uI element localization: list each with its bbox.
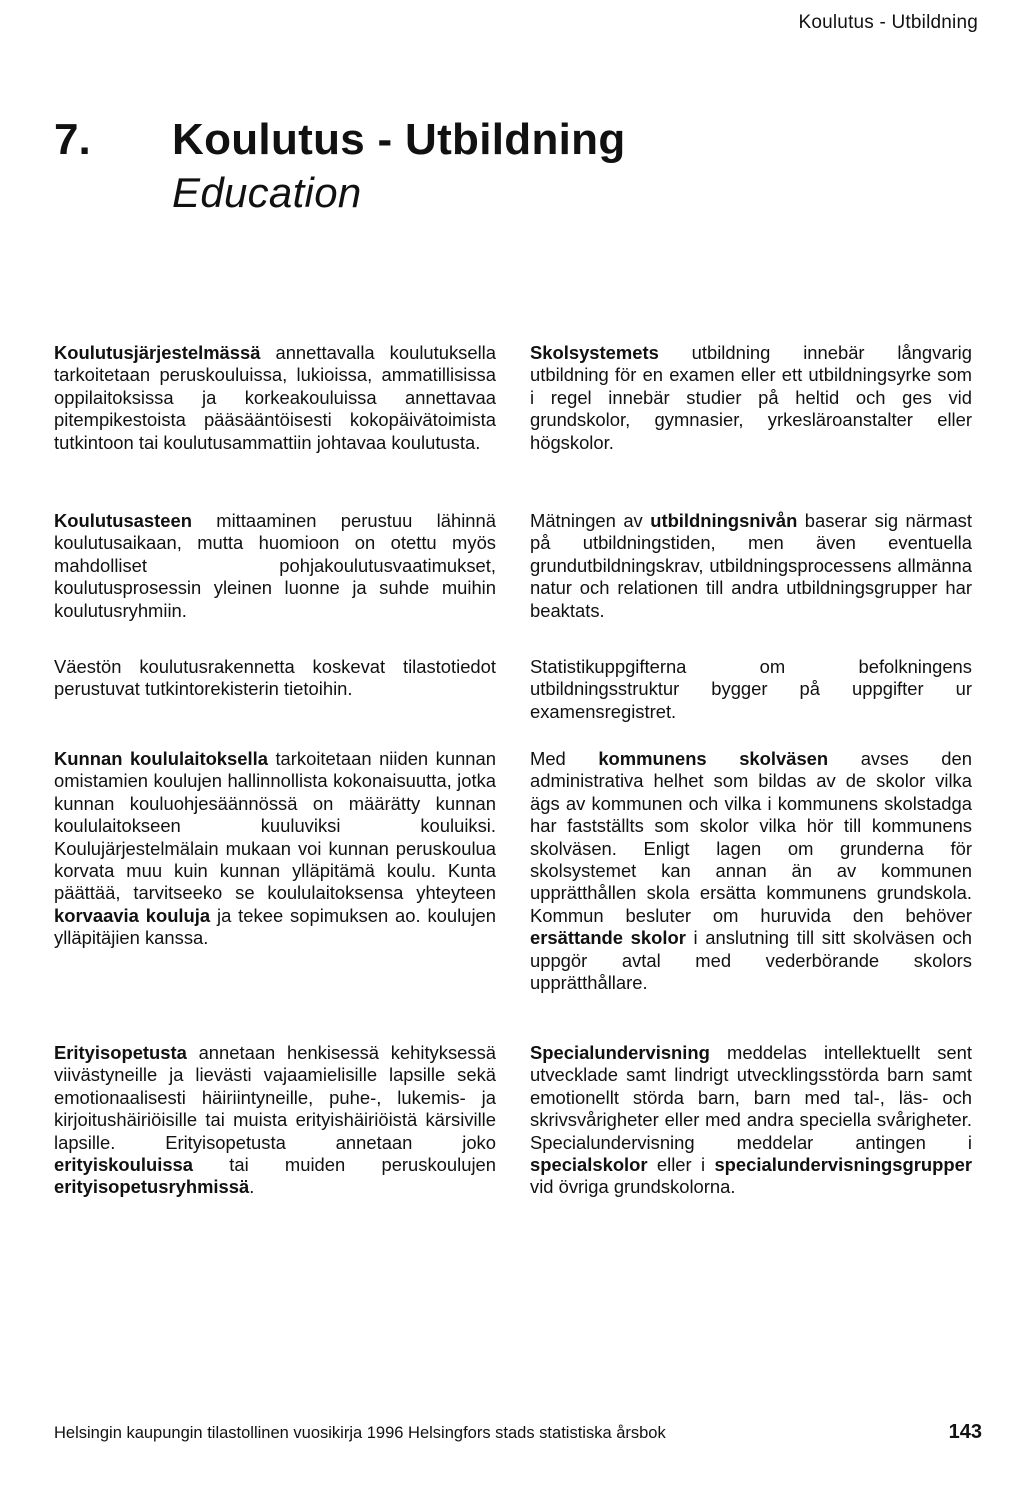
term-bold: Koulutusjärjestelmässä (54, 342, 261, 363)
chapter-subtitle: Education (172, 169, 362, 216)
paragraph-text: i anslutning till sitt skolväsen och uppgör avtal med vederbörande skolors upprätthållare. (530, 927, 972, 994)
term-bold: kommunens skolväsen (598, 748, 829, 769)
chapter-number: 7. (54, 115, 91, 164)
swedish-paragraph-statistics-source (530, 656, 972, 723)
term-bold: Specialundervisning (530, 1042, 710, 1063)
term-bold: specialundervisningsgrupper (714, 1154, 972, 1176)
finnish-paragraph-statistics-source (54, 656, 496, 701)
paragraph-text: baserar sig närmast på utbildningstiden, men även eventuella grundutbildningskrav, utbildningsprocessens allmänna natur och relationen till andra utbildningsgrupper har beaktats. (530, 510, 972, 621)
term-bold: erityisopetusryhmissä (54, 1176, 250, 1198)
finnish-paragraph-education-system (54, 342, 496, 454)
paragraph-text: annetaan henkisessä kehityksessä viivästyneille ja lievästi vajaamielisille lapsille sekä emotionaalisesti häiriintyneille, puhe-, lukemis- ja kirjoitushäiriöisille tai muista erityishäiriöistä kärsiville lapsille. Erityisopetusta annetaan joko (54, 1042, 496, 1153)
paragraph-text: eller i (647, 1154, 715, 1176)
paragraph-text: mittaaminen perustuu lähinnä koulutusaikaan, mutta huomioon on otettu myös mahdolliset pohjakoulutusvaatimukset, koulutusprosessin yleinen luonne ja suhde muihin koulutusryhmiin. (54, 510, 496, 621)
chapter-title: Koulutus - Utbildning (172, 115, 626, 164)
swedish-paragraph-municipal-school-system (530, 748, 972, 994)
term-bold: utbildningsnivån (650, 510, 798, 531)
term-bold: Kunnan koululaitoksella (54, 748, 268, 769)
term-bold: erityiskouluissa (54, 1154, 194, 1176)
page-number: 143 (948, 1421, 982, 1443)
term-bold: korvaavia kouluja (54, 904, 211, 926)
finnish-paragraph-education-level (54, 510, 496, 622)
paragraph-text: Med (530, 748, 599, 769)
term-bold: Erityisopetusta (54, 1042, 187, 1063)
footer-publication: Helsingin kaupungin tilastollinen vuosikirja 1996 Helsingfors stads statistiska årsbok (54, 1424, 666, 1442)
finnish-paragraph-municipal-school-system (54, 748, 496, 950)
paragraph-text: tarkoitetaan niiden kunnan omistamien koulujen hallinnollista kokonaisuutta, jotka kunnan kouluohjesäännössä on määrätty kunnan koululaitokseen kuuluviksi kouluiksi. Koulujärjestelmälain mukaan voi kunnan peruskoulua korvata muu kuin kunnan ylläpitämä koulu. Kunta päättää, tarvitseeko se koululaitoksensa yhteyteen (54, 748, 496, 904)
paragraph-text: Statistikuppgifterna om befolkningens utbildningsstruktur bygger på uppgifter ur examensregistret. (530, 656, 972, 722)
paragraph-text: annettavalla koulutuksella tarkoitetaan peruskouluissa, lukioissa, ammatillisissa oppilaitoksissa ja korkeakouluissa annettavaa pitempikestoista pääsääntöisesti kokopäivätoimista tutkintoon tai koulutusammattiin johtavaa koulutusta. (54, 342, 496, 453)
running-header: Koulutus - Utbildning (798, 12, 978, 33)
swedish-paragraph-education-system (530, 342, 972, 454)
paragraph-text: utbildning innebär långvarig utbildning för en examen eller ett utbildningsyrke som i regel innebär studier på heltid och ges vid grundskolor, gymnasier, yrkesläroanstalter eller högskolor. (530, 342, 972, 453)
paragraph-text: Mätningen av (530, 510, 651, 531)
paragraph-text: . (249, 1176, 255, 1198)
paragraph-text: vid övriga grundskolorna. (530, 1176, 736, 1198)
term-bold: Koulutusasteen (54, 510, 192, 531)
swedish-paragraph-special-education (530, 1042, 972, 1199)
paragraph-text: meddelas intellektuellt sent utvecklade samt lindrigt utvecklingsstörda barn samt emotionellt störda barn, barn med tal-, läs- och skrivsvårigheter eller med andra speciella svårigheter. Specialundervisning meddelar antingen i (530, 1042, 972, 1153)
swedish-paragraph-education-level (530, 510, 972, 622)
paragraph-text: Väestön koulutusrakennetta koskevat tilastotiedot perustuvat tutkintorekisterin tietoihin. (54, 656, 496, 700)
term-bold: specialskolor (530, 1154, 648, 1176)
term-bold: ersättande skolor (530, 927, 686, 949)
paragraph-text: ja tekee sopimuksen ao. koulujen ylläpitäjien kanssa. (54, 904, 496, 949)
paragraph-text: avses den administrativa helhet som bildas av de skolor vilka ägs av kommunen och vilka i kommunens skolstadga har fastställts som skolor vilka hör till kommunens skolväsen. Enligt lagen om grunderna för skolsystemet kan annan än av kommunen upprätthållen skola ersätta kommunens grundskola. Kommun besluter om huruvida den behöver (530, 748, 972, 926)
term-bold: Skolsystemets (530, 342, 659, 363)
finnish-paragraph-special-education (54, 1042, 496, 1199)
paragraph-text: tai muiden peruskoulujen (193, 1154, 496, 1176)
